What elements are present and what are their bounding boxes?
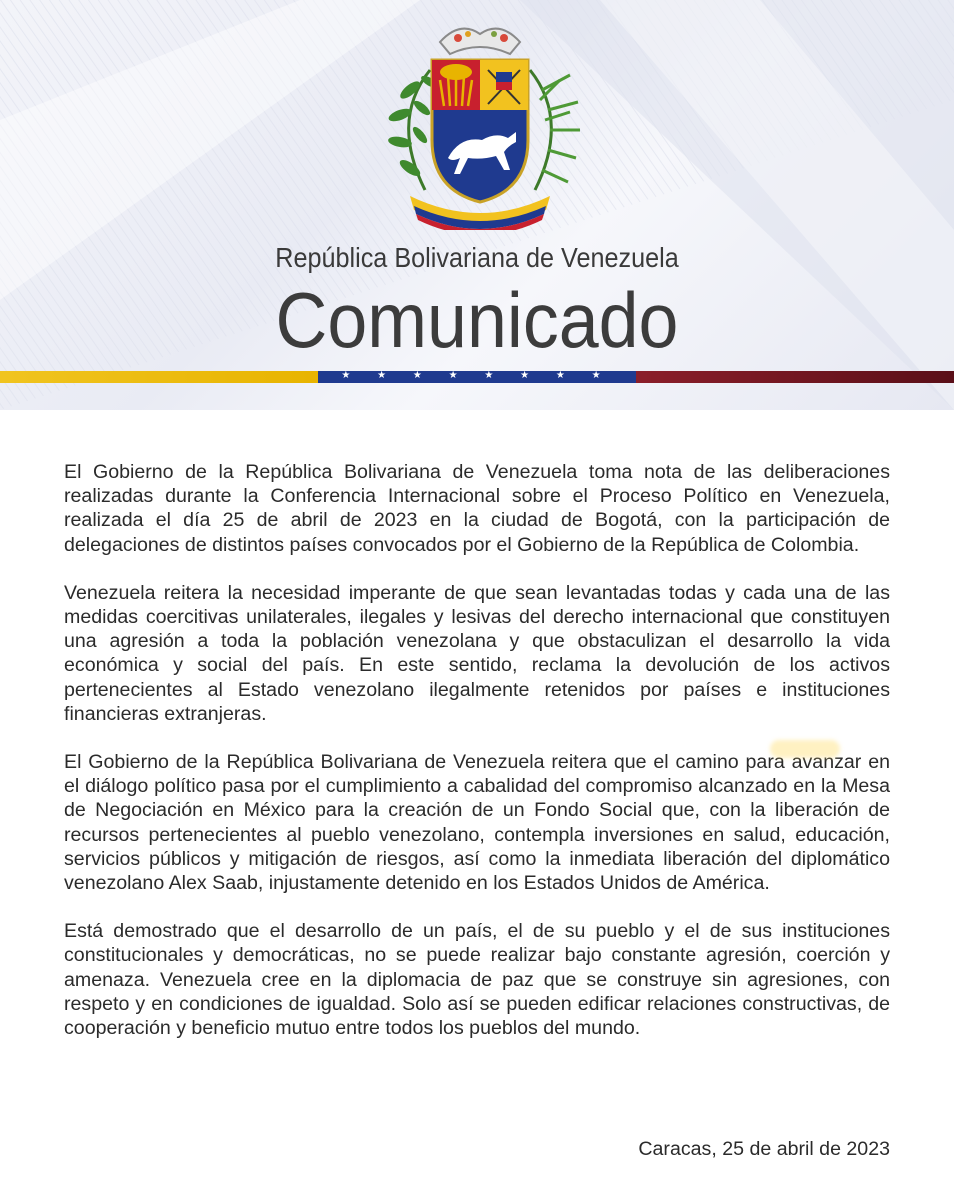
- republic-name: República Bolivariana de Venezuela: [275, 242, 679, 273]
- paragraph-2: Venezuela reitera la necesidad imperante de que sean levantadas todas y cada una de las medidas coercitivas unilaterales, ilegales y lesivas del derecho internacional que constituyen una agresión a toda la población venezolana y que obstaculizan el desarrollo la vida económica y social del país. En este sentido, reclama la devolución de los activos pertenecientes al Estado venezolano ilegalmente retenidos por países e instituciones financieras extranjeras.: [64, 581, 890, 725]
- paragraph-4: Está demostrado que el desarrollo de un país, el de su pueblo y el de sus instituciones constitucionales y democráticas, no se puede realizar bajo constante agresión, coerción y amenaza. Venezuela cree en la diplomacia de paz que se construye sin agresiones, con respeto y en condiciones de igualdad. Solo así se pueden edificar relaciones constructivas, de cooperación y beneficio mutuo entre todos los pueblos del mundo.: [64, 920, 890, 1040]
- flag-blue-segment: [318, 371, 636, 383]
- coat-of-arms-icon: [370, 20, 590, 230]
- flag-yellow-segment: [0, 371, 318, 383]
- communique-body: [64, 460, 890, 1064]
- paragraph-1: El Gobierno de la República Bolivariana de Venezuela toma nota de las deliberaciones realizadas durante la Conferencia Internacional sobre el Proceso Político en Venezuela, realizada el día 25 de abril de 2023 en la ciudad de Bogotá, con la participación de delegaciones de distintos países convocados por el Gobierno de la República de Colombia.: [64, 461, 890, 556]
- stars-row: ★ ★ ★ ★ ★ ★ ★ ★: [341, 370, 613, 381]
- flag-stripe: [0, 371, 954, 383]
- highlight-mark: [770, 740, 840, 758]
- paragraph-3: El Gobierno de la República Bolivariana de Venezuela reitera que el camino para avanzar en el diálogo político pasa por el cumplimiento a cabalidad del compromiso alcanzado en la Mesa de Negociación en México para la creación de un Fondo Social que, con la liberación de recursos pertenecientes al pueblo venezolano, contempla inversiones en salud, educación, servicios públicos y mitigación de riesgos, así como la inmediata liberación del diplomático venezolano Alex Saab, injustamente detenido en los Estados Unidos de América.: [64, 751, 890, 895]
- page-title: Comunicado: [275, 276, 679, 364]
- header-banner: [0, 0, 954, 410]
- place-date-signature: Caracas, 25 de abril de 2023: [638, 1138, 890, 1160]
- flag-red-segment: [636, 371, 954, 383]
